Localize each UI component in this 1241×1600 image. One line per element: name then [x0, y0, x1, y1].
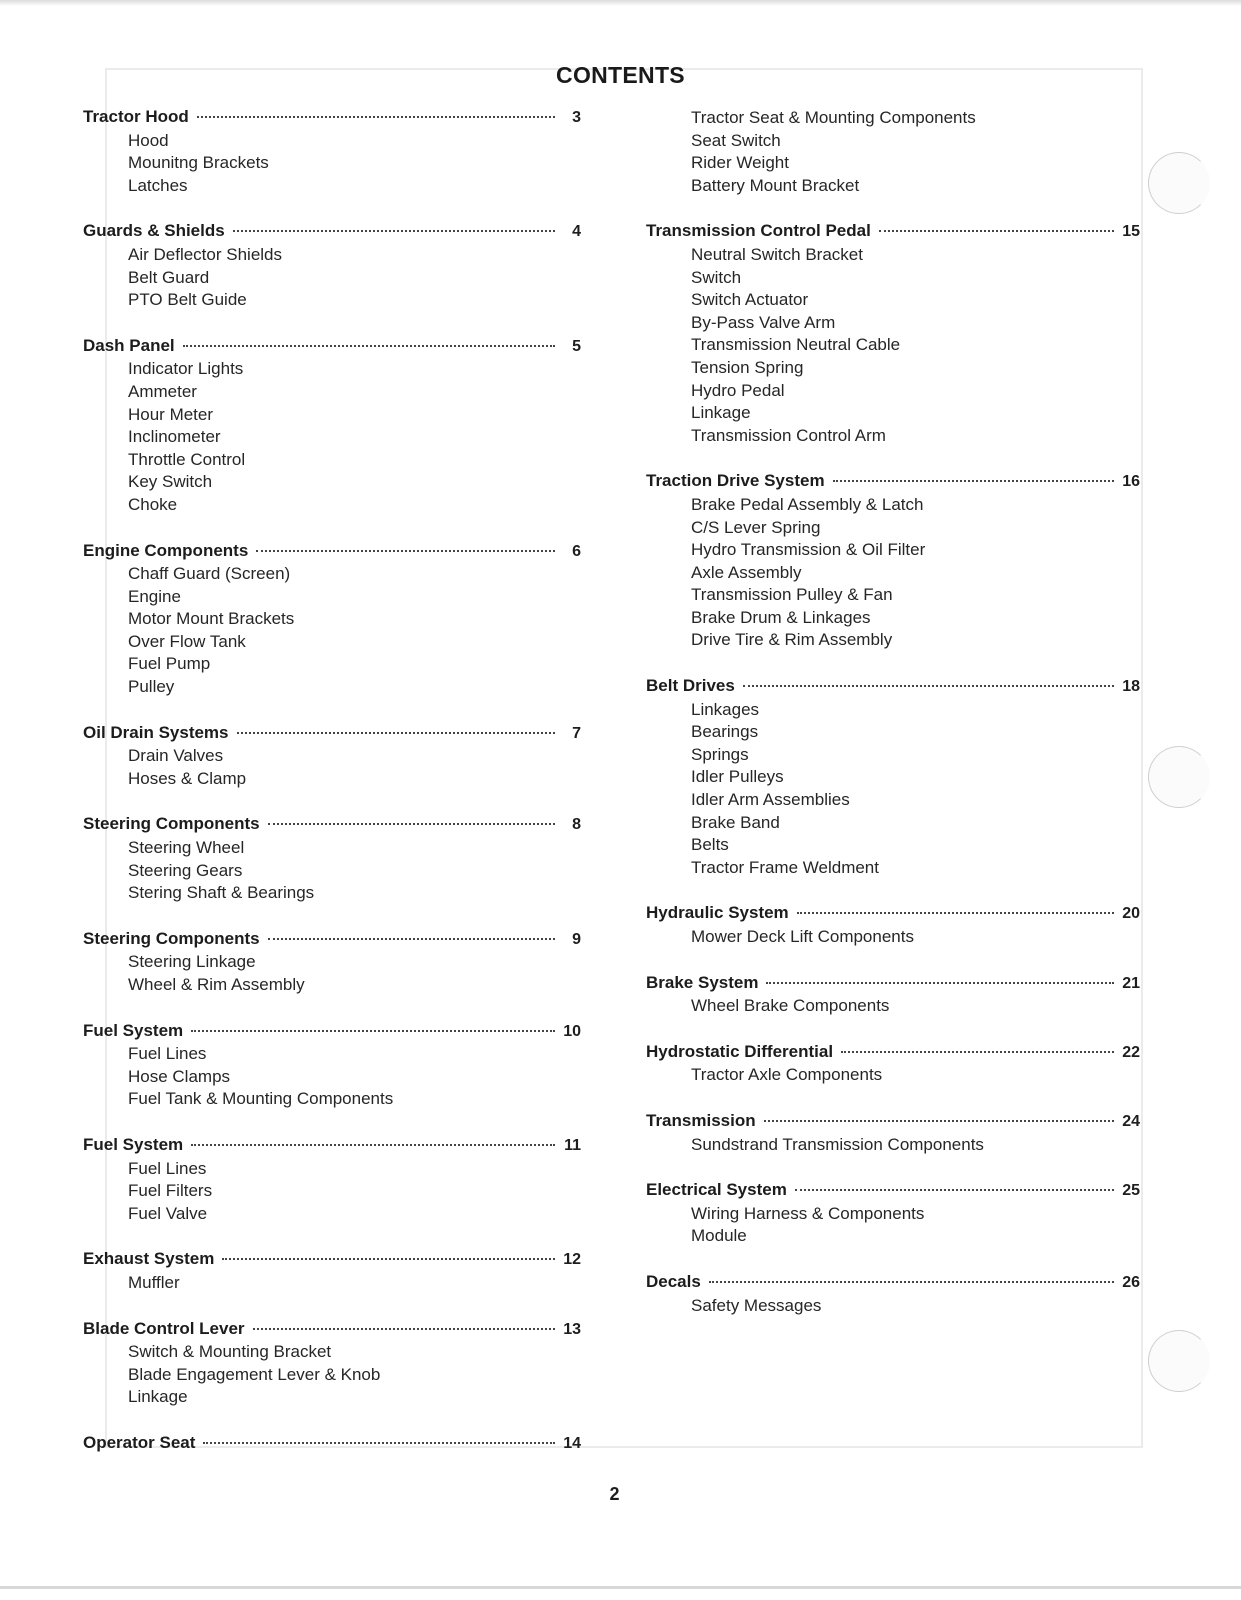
toc-subitem: Steering Wheel: [128, 838, 245, 858]
toc-subitem: Muffler: [128, 1272, 180, 1292]
toc-subitem: Engine: [128, 586, 181, 606]
toc-subitem: Fuel Pump: [128, 654, 211, 674]
toc-subitem: Sundstrand Transmission Components: [691, 1134, 984, 1154]
toc-entry-title: Hydrostatic Differential: [646, 1041, 834, 1061]
dot-leader: [764, 1120, 1114, 1122]
toc-section: [83, 1135, 581, 1225]
toc-entry: [83, 929, 581, 952]
toc-subitem: Fuel Lines: [128, 1158, 207, 1178]
toc-subitem: Transmission Pulley & Fan: [691, 585, 893, 605]
toc-subitem: Axle Assembly: [691, 562, 802, 582]
toc-subitem: Hydro Transmission & Oil Filter: [691, 540, 926, 560]
toc-section: [83, 1433, 581, 1456]
toc-subitem: Drive Tire & Rim Assembly: [691, 630, 893, 650]
dot-leader: [879, 230, 1114, 232]
toc-entry-title: Brake System: [646, 972, 759, 992]
toc-section: [646, 471, 1140, 652]
toc-entry-title: Oil Drain Systems: [83, 722, 229, 742]
toc-subitem: Steering Gears: [128, 860, 243, 880]
toc-entry-page: 24: [1122, 1112, 1140, 1130]
toc-entry: [646, 1180, 1140, 1203]
toc-subitem: Indicator Lights: [128, 359, 244, 379]
toc-entry-page: 9: [572, 930, 581, 948]
toc-entry-page: 5: [572, 337, 581, 355]
toc-entry-page: 20: [1122, 905, 1140, 923]
toc-section: [646, 1272, 1140, 1317]
page-number: 2: [609, 1484, 620, 1504]
toc-subitem: Tension Spring: [691, 357, 804, 377]
toc-entry-title: Fuel System: [83, 1020, 184, 1040]
toc-entry: [83, 1249, 581, 1272]
toc-entry: [83, 723, 581, 746]
toc-subitem: Rider Weight: [691, 153, 789, 173]
toc-entry: [83, 1021, 581, 1044]
toc-section: [646, 676, 1140, 879]
toc-subitem: Switch Actuator: [691, 290, 809, 310]
toc-entry-page: 7: [572, 724, 581, 742]
toc-entry-page: 13: [563, 1320, 581, 1338]
toc-subitem: By-Pass Valve Arm: [691, 312, 836, 332]
toc-entry-title: Decals: [646, 1271, 701, 1291]
toc-entry-page: 10: [563, 1022, 581, 1040]
toc-subitem: Transmission Neutral Cable: [691, 335, 901, 355]
toc-subitem: Fuel Lines: [128, 1044, 207, 1064]
toc-entry-page: 4: [572, 223, 581, 241]
toc-subitem: Inclinometer: [128, 427, 221, 447]
toc-entry-page: 8: [572, 816, 581, 834]
toc-subitem: Belt Guard: [128, 267, 210, 287]
toc-section: [646, 1042, 1140, 1087]
dot-leader: [268, 938, 555, 940]
toc-entry: [83, 221, 581, 244]
toc-entry-page: 3: [572, 109, 581, 126]
toc-entry-title: Guards & Shields: [83, 221, 225, 241]
toc-subitem: Chaff Guard (Screen): [128, 564, 291, 584]
binder-hole-icon: [1148, 746, 1210, 808]
toc-entry-page: 6: [572, 542, 581, 560]
toc-section: [646, 903, 1140, 948]
toc-subitem: Fuel Filters: [128, 1181, 213, 1201]
page-edge-top: [0, 0, 1241, 6]
toc-entry: [83, 336, 581, 359]
toc-subitem: Wheel Brake Components: [691, 996, 890, 1016]
toc-entry: [646, 471, 1140, 494]
toc-section: [646, 221, 1140, 447]
dot-leader: [197, 116, 555, 118]
toc-entry: [83, 1433, 581, 1456]
toc-subitem: Drain Valves: [128, 746, 224, 766]
toc-entry-title: Electrical System: [646, 1180, 787, 1200]
toc-entry: [83, 814, 581, 837]
toc-subitem: Key Switch: [128, 472, 213, 492]
toc-subitem: Linkage: [128, 1387, 188, 1407]
toc-subitem: Ammeter: [128, 381, 197, 401]
toc-entry-page: 18: [1122, 678, 1140, 696]
toc-section: [83, 541, 581, 699]
toc-subitem: Hood: [128, 130, 169, 150]
toc-section: [83, 814, 581, 904]
toc-subitem: Hydro Pedal: [691, 380, 785, 400]
toc-entry: [646, 1042, 1140, 1065]
toc-entry-title: Operator Seat: [83, 1432, 196, 1452]
toc-subitem: Fuel Tank & Mounting Components: [128, 1089, 394, 1109]
dot-leader: [237, 732, 555, 734]
toc-section: [646, 1180, 1140, 1248]
toc-subitem: Hoses & Clamp: [128, 768, 247, 788]
toc-subitem: Brake Pedal Assembly & Latch: [691, 494, 924, 514]
toc-entry-title: Belt Drives: [646, 676, 735, 696]
toc-subitem: Brake Drum & Linkages: [691, 607, 871, 627]
toc-entry-title: Hydraulic System: [646, 903, 789, 923]
toc-entry: [646, 676, 1140, 699]
left-toc-column: [83, 107, 581, 1480]
page-edge-bottom: [0, 1586, 1241, 1589]
toc-subitem: Neutral Switch Bracket: [691, 244, 863, 264]
toc-subitem: Linkages: [691, 699, 760, 719]
dot-leader: [841, 1051, 1114, 1053]
toc-entry-title: Exhaust System: [83, 1249, 215, 1269]
dot-leader: [253, 1328, 555, 1330]
dot-leader: [833, 480, 1114, 482]
dot-leader: [766, 982, 1114, 984]
toc-entry: [83, 541, 581, 564]
toc-section: [646, 107, 1140, 197]
toc-subitem: Steering Linkage: [128, 952, 256, 972]
toc-subitem: Brake Band: [691, 812, 780, 832]
toc-entry-page: 26: [1122, 1273, 1140, 1291]
toc-entry-page: 14: [563, 1434, 581, 1452]
toc-subitem: PTO Belt Guide: [128, 290, 247, 310]
toc-entry-page: 22: [1122, 1043, 1140, 1061]
toc-subitem: Hose Clamps: [128, 1066, 231, 1086]
dot-leader: [203, 1442, 555, 1444]
toc-subitem: Idler Arm Assemblies: [691, 790, 850, 810]
toc-entry: [83, 1135, 581, 1158]
toc-entry: [646, 973, 1140, 996]
toc-entry-title: Tractor Hood: [83, 107, 189, 126]
dot-leader: [743, 685, 1114, 687]
toc-section: [646, 973, 1140, 1018]
toc-entry: [646, 221, 1140, 244]
toc-section: [83, 336, 581, 517]
toc-subitem: Safety Messages: [691, 1295, 822, 1315]
toc-entry-title: Traction Drive System: [646, 471, 825, 491]
toc-subitem: Idler Pulleys: [691, 767, 784, 787]
toc-entry-title: Steering Components: [83, 928, 260, 948]
toc-entry: [646, 903, 1140, 926]
toc-entry-title: Fuel System: [83, 1134, 184, 1154]
binder-hole-icon: [1148, 152, 1210, 214]
toc-subitem: Linkage: [691, 403, 751, 423]
toc-subitem: Seat Switch: [691, 130, 781, 150]
toc-entry-page: 21: [1122, 974, 1140, 992]
toc-section: [83, 1021, 581, 1111]
toc-subitem: Stering Shaft & Bearings: [128, 883, 315, 903]
toc-subitem: Springs: [691, 744, 749, 764]
toc-subitem: C/S Lever Spring: [691, 517, 821, 537]
toc-subitem: Blade Engagement Lever & Knob: [128, 1364, 381, 1384]
toc-entry: [83, 107, 581, 130]
toc-section: [83, 723, 581, 791]
toc-entry-title: Transmission: [646, 1110, 756, 1130]
toc-subitem: Mower Deck Lift Components: [691, 927, 914, 946]
toc-subitem: Belts: [691, 835, 729, 855]
toc-subitem: Throttle Control: [128, 449, 246, 469]
toc-entry: [646, 1111, 1140, 1134]
toc-subitem: Choke: [128, 494, 178, 514]
toc-entry: [83, 1319, 581, 1342]
toc-entry-page: 12: [563, 1251, 581, 1269]
toc-subitem: Latches: [128, 175, 188, 195]
toc-section: [83, 929, 581, 997]
dot-leader: [183, 345, 555, 347]
toc-subitem: Switch: [691, 267, 742, 287]
dot-leader: [191, 1144, 555, 1146]
toc-subitem: Mounitng Brackets: [128, 153, 269, 173]
dot-leader: [795, 1189, 1114, 1191]
toc-entry-title: Engine Components: [83, 540, 249, 560]
toc-entry-page: 25: [1122, 1182, 1140, 1200]
dot-leader: [233, 230, 555, 232]
dot-leader: [709, 1281, 1114, 1283]
toc-section: [83, 107, 581, 197]
toc-subitem: Switch & Mounting Bracket: [128, 1342, 332, 1362]
toc-section: [83, 1319, 581, 1409]
toc-entry: [646, 1272, 1140, 1295]
dot-leader: [191, 1030, 555, 1032]
toc-subitem: Module: [691, 1226, 747, 1246]
toc-subitem: Pulley: [128, 677, 175, 697]
page-title: CONTENTS: [556, 62, 685, 88]
toc-subitem: Tractor Seat & Mounting Components: [691, 108, 976, 127]
toc-entry-page: 15: [1122, 223, 1140, 241]
toc-subitem: Bearings: [691, 722, 759, 742]
toc-subitem: Transmission Control Arm: [691, 425, 886, 445]
toc-entry-title: Steering Components: [83, 814, 260, 834]
toc-section: [646, 1111, 1140, 1156]
toc-subitem: Tractor Axle Components: [691, 1065, 883, 1085]
toc-section: [83, 1249, 581, 1294]
toc-subitem: Battery Mount Bracket: [691, 175, 860, 195]
toc-subitem: Fuel Valve: [128, 1203, 208, 1223]
toc-subitem: Motor Mount Brackets: [128, 609, 295, 629]
toc-entry-title: Transmission Control Pedal: [646, 221, 871, 241]
toc-subitem: Wiring Harness & Components: [691, 1203, 925, 1223]
toc-section: [83, 221, 581, 311]
binder-hole-icon: [1148, 1330, 1210, 1392]
toc-subitem: Tractor Frame Weldment: [691, 857, 879, 877]
toc-subitem: Air Deflector Shields: [128, 244, 283, 264]
toc-subitem: Over Flow Tank: [128, 631, 246, 651]
toc-entry-title: Dash Panel: [83, 335, 175, 355]
toc-entry-title: Blade Control Lever: [83, 1318, 245, 1338]
toc-entry-page: 11: [564, 1136, 581, 1154]
right-toc-column: [646, 107, 1140, 1341]
dot-leader: [797, 912, 1114, 914]
dot-leader: [222, 1258, 555, 1260]
toc-subitem: Hour Meter: [128, 404, 214, 424]
dot-leader: [268, 823, 555, 825]
dot-leader: [256, 550, 555, 552]
toc-entry-page: 16: [1122, 473, 1140, 491]
toc-subitem: Wheel & Rim Assembly: [128, 975, 305, 994]
